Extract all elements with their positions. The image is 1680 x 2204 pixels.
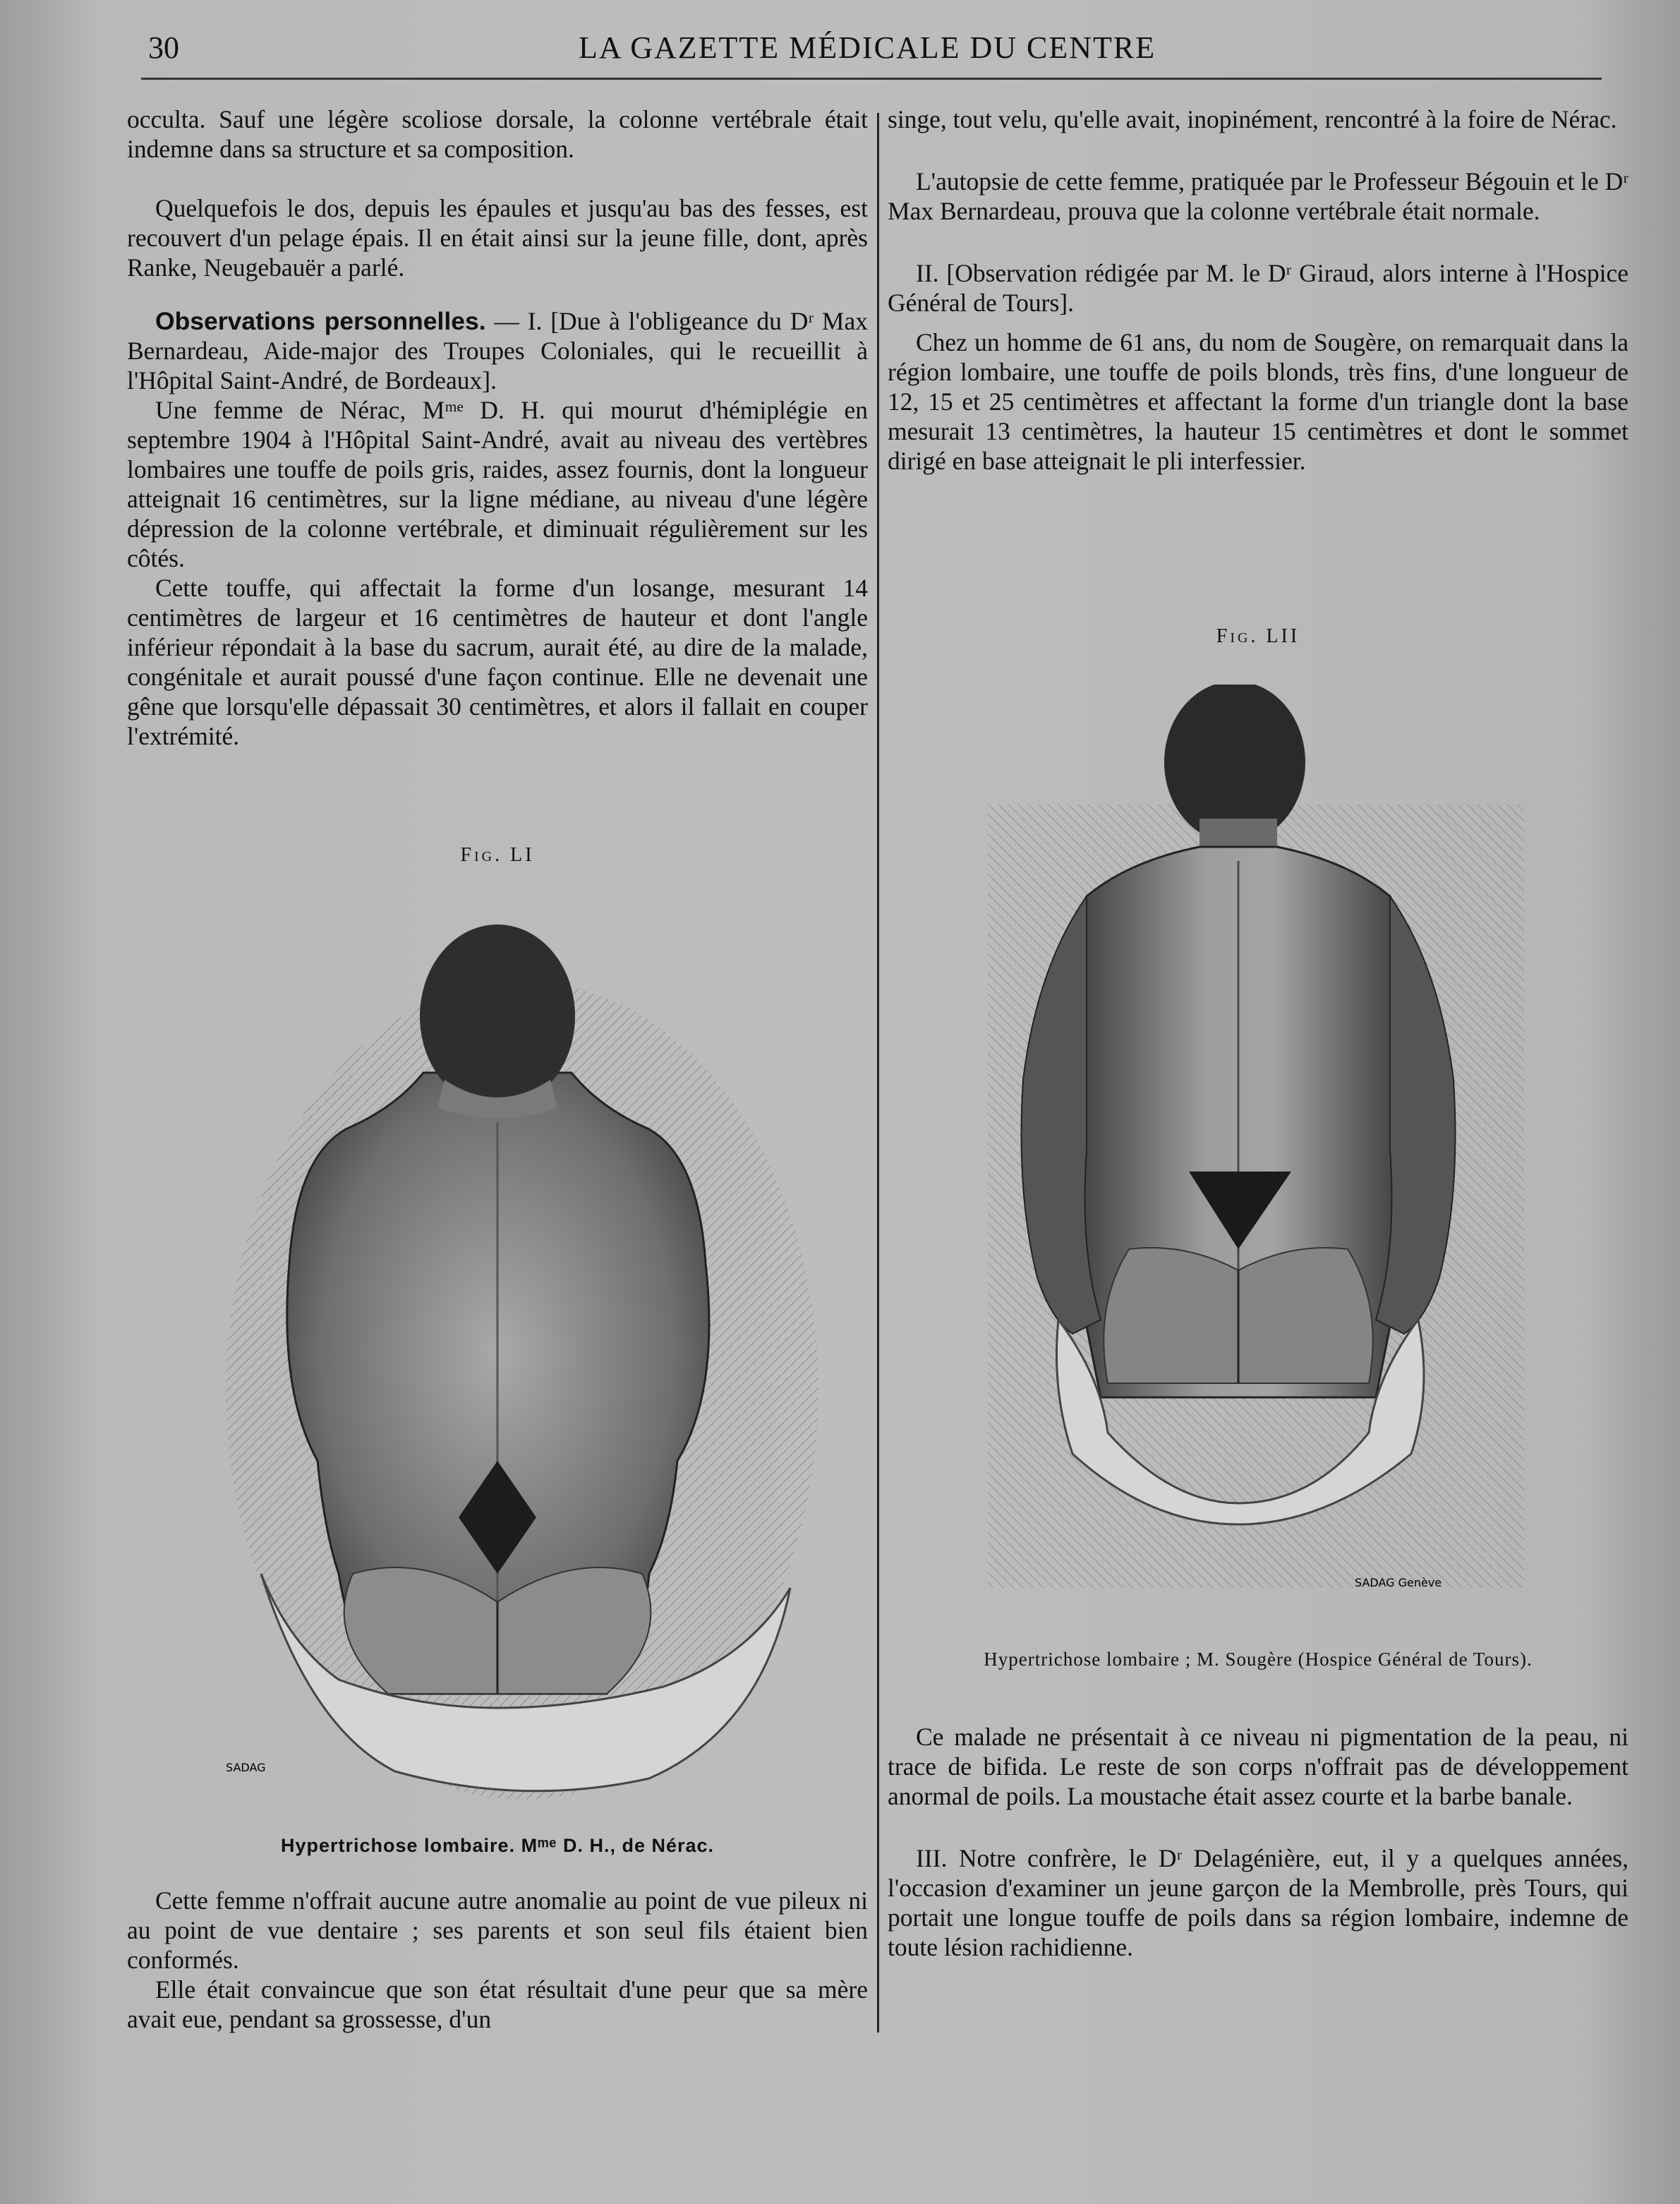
right-column-bottom	[888, 1722, 1628, 1962]
figure-label: Fig. LI	[460, 844, 535, 866]
journal-title: LA GAZETTE MÉDICALE DU CENTRE	[579, 30, 1156, 65]
paragraph: L'autopsie de cette femme, pratiquée par le Professeur Bégouin et le Dʳ Max Bernardeau, prouva que la colonne vertébrale était normale.	[888, 167, 1628, 225]
illustrator-signature: SADAG Genève	[1355, 1576, 1442, 1589]
paragraph: Une femme de Nérac, Mᵐᵉ D. H. qui mourut d'hémiplégie en septembre 1904 à l'Hôpital Saint-André, avait au niveau des vertèbres lombaires une touffe de poils gris, raides, assez fournis, dont la longueur atteignait 16 centimètres, sur la ligne médiane, au niveau d'une légère dépression de la colonne vertébrale, et diminuait régulièrement sur les côtés.	[127, 396, 868, 572]
paragraph: singe, tout velu, qu'elle avait, inopinément, rencontré à la foire de Nérac.	[888, 105, 1617, 133]
paragraph: II. [Observation rédigée par M. le Dʳ Giraud, alors interne à l'Hospice Général de Tours].	[888, 259, 1628, 317]
paragraph: occulta. Sauf une légère scoliose dorsale, la colonne vertébrale était indemne dans sa structure et sa composition.	[127, 105, 868, 163]
page-header	[141, 27, 1595, 69]
figure-caption: Hypertrichose lombaire. Mᵐᵉ D. H., de Nérac.	[280, 1835, 715, 1856]
paragraph	[127, 306, 868, 395]
header-rule	[141, 78, 1602, 80]
heading-continuation: — I. [Due à l'obligeance du Dʳ Max Bernardeau, Aide-major des Troupes Coloniales, qui le recueillit à l'Hôpital Saint-André, de Bordeaux].	[127, 307, 868, 395]
paragraph: Quelquefois le dos, depuis les épaules et jusqu'au bas des fesses, est recouvert d'un pelage épais. Il en était ainsi sur la jeune fille, dont, après Ranke, Neugebauër a parlé.	[127, 194, 868, 282]
paragraph: Ce malade ne présentait à ce niveau ni pigmentation de la peau, ni trace de bifida. Le reste de son corps n'offrait pas de développement anormal de poils. La moustache était assez courte et la barbe banale.	[888, 1723, 1628, 1810]
column-divider	[877, 113, 879, 2033]
section-heading: Observations personnelles.	[155, 307, 486, 335]
left-column-bottom	[127, 1886, 868, 2034]
paragraph: Cette touffe, qui affectait la forme d'un losange, mesurant 14 centimètres de largeur et 16 centimètres de hauteur et dont l'angle inférieur répondait à la base du sacrum, aurait été, au dire de la malade, congénitale et aurait poussé d'une façon continue. Elle ne devenait une gêne que lorsqu'elle dépassait 30 centimètres, et alors il fallait en couper l'extrémité.	[127, 574, 868, 750]
paragraph: Cette femme n'offrait aucune autre anomalie au point de vue pileux ni au point de vue dentaire ; ses parents et son seul fils étaient bien conformés.	[127, 1886, 868, 1974]
figure-label: Fig. LII	[1216, 625, 1300, 647]
page-number: 30	[148, 30, 179, 65]
right-column-top	[888, 104, 1628, 476]
paragraph: Elle était convaincue que son état résultait d'une peur que sa mère avait eue, pendant sa grossesse, d'un	[127, 1975, 868, 2033]
paragraph: III. Notre confrère, le Dʳ Delagénière, eut, il y a quelques années, l'occasion d'examiner un jeune garçon de la Membrolle, près Tours, qui portait une longue touffe de poils dans sa région lombaire, indemne de toute lésion rachidienne.	[888, 1844, 1628, 1961]
paragraph: Chez un homme de 61 ans, du nom de Sougère, on remarquait dans la région lombaire, une touffe de poils blonds, très fins, d'une longueur de 12, 15 et 25 centimètres et affectant la forme d'un triangle dont la base mesurait 13 centimètres, la hauteur 15 centimètres et dont le sommet dirigé en base atteignait le pli interfessier.	[888, 328, 1628, 475]
left-column-top	[127, 104, 868, 751]
figure-man-back-illustration	[988, 685, 1524, 1602]
figure-woman-back-illustration	[212, 896, 833, 1814]
figure-caption: Hypertrichose lombaire ; M. Sougère (Hospice Général de Tours).	[984, 1649, 1533, 1670]
illustrator-signature: SADAG	[226, 1761, 266, 1774]
